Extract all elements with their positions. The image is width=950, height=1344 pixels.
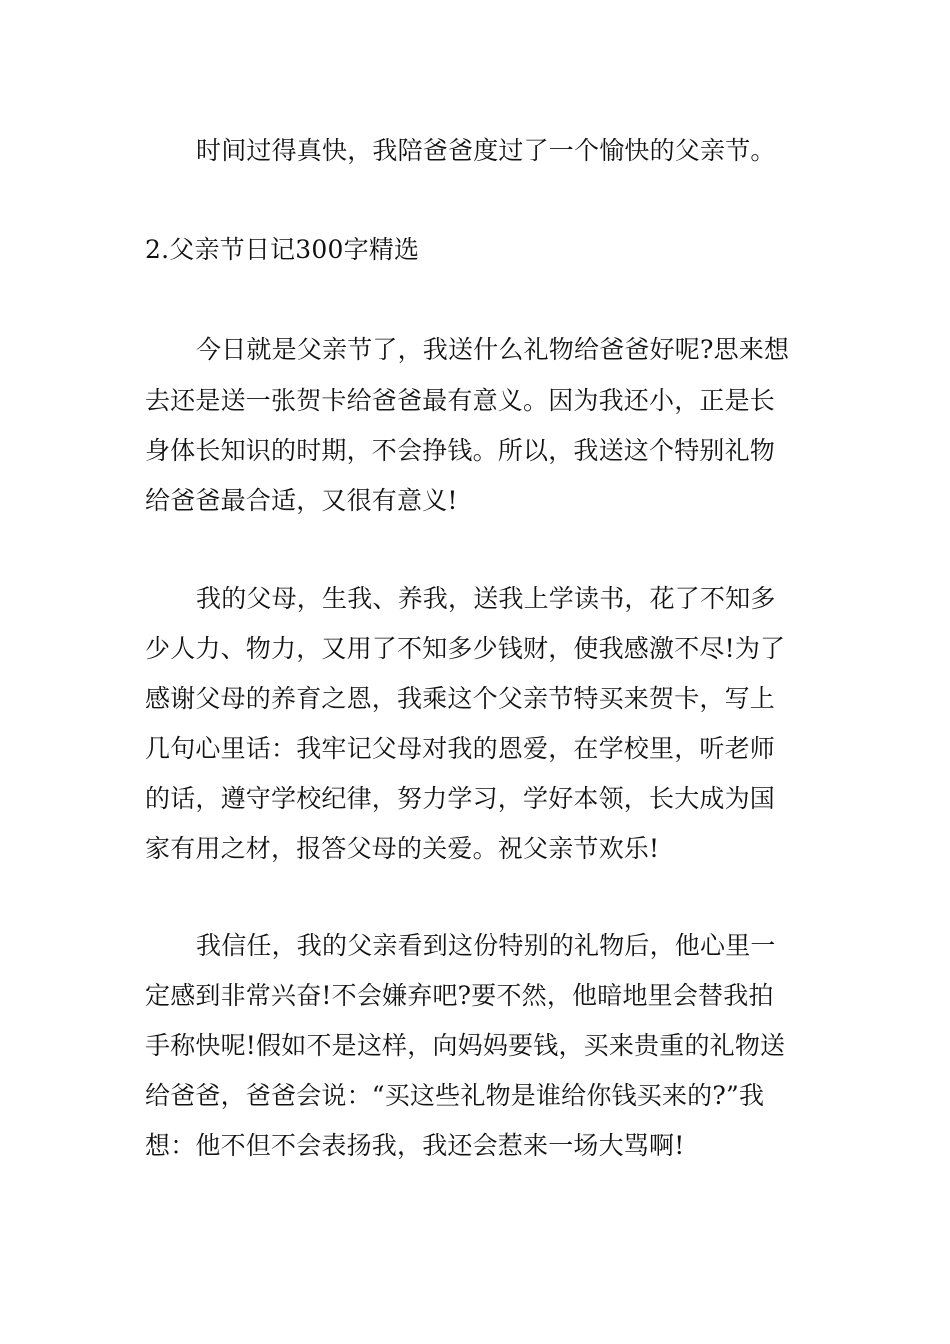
paragraph-line: 想：他不但不会表扬我，我还会惹来一场大骂啊! [145,1131,685,1160]
paragraph-line: 我的父母，生我、养我，送我上学读书，花了不知多 [196,584,776,613]
paragraph-line: 身体长知识的时期，不会挣钱。所以，我送这个特别礼物 [145,436,776,465]
paragraph-line: 家有用之材，报答父母的关爱。祝父亲节欢乐! [145,834,660,863]
paragraph-line: 几句心里话：我牢记父母对我的恩爱，在学校里，听老师 [145,734,776,763]
section-heading: 2.父亲节日记300字精选 [145,235,420,264]
paragraph-line: 我信任，我的父亲看到这份特别的礼物后，他心里一 [196,931,776,960]
paragraph-line: 的话，遵守学校纪律，努力学习，学好本领，长大成为国 [145,784,776,813]
paragraph-line: 感谢父母的养育之恩，我乘这个父亲节特买来贺卡，写上 [145,684,776,713]
paragraph-line: 去还是送一张贺卡给爸爸最有意义。因为我还小，正是长 [145,386,776,415]
paragraph-line: 手称快呢!假如不是这样，向妈妈要钱，买来贵重的礼物送 [145,1031,786,1060]
paragraph-line: 定感到非常兴奋!不会嫌弃吧?要不然，他暗地里会替我拍 [145,981,774,1010]
paragraph-line: 给爸爸，爸爸会说：“买这些礼物是谁给你钱买来的?”我 [145,1081,765,1110]
paragraph-line: 今日就是父亲节了，我送什么礼物给爸爸好呢?思来想 [196,335,790,364]
closing-line: 时间过得真快，我陪爸爸度过了一个愉快的父亲节。 [196,136,776,165]
paragraph-line: 少人力、物力，又用了不知多少钱财，使我感激不尽!为了 [145,634,786,663]
paragraph-line: 给爸爸最合适，又很有意义! [145,486,458,515]
